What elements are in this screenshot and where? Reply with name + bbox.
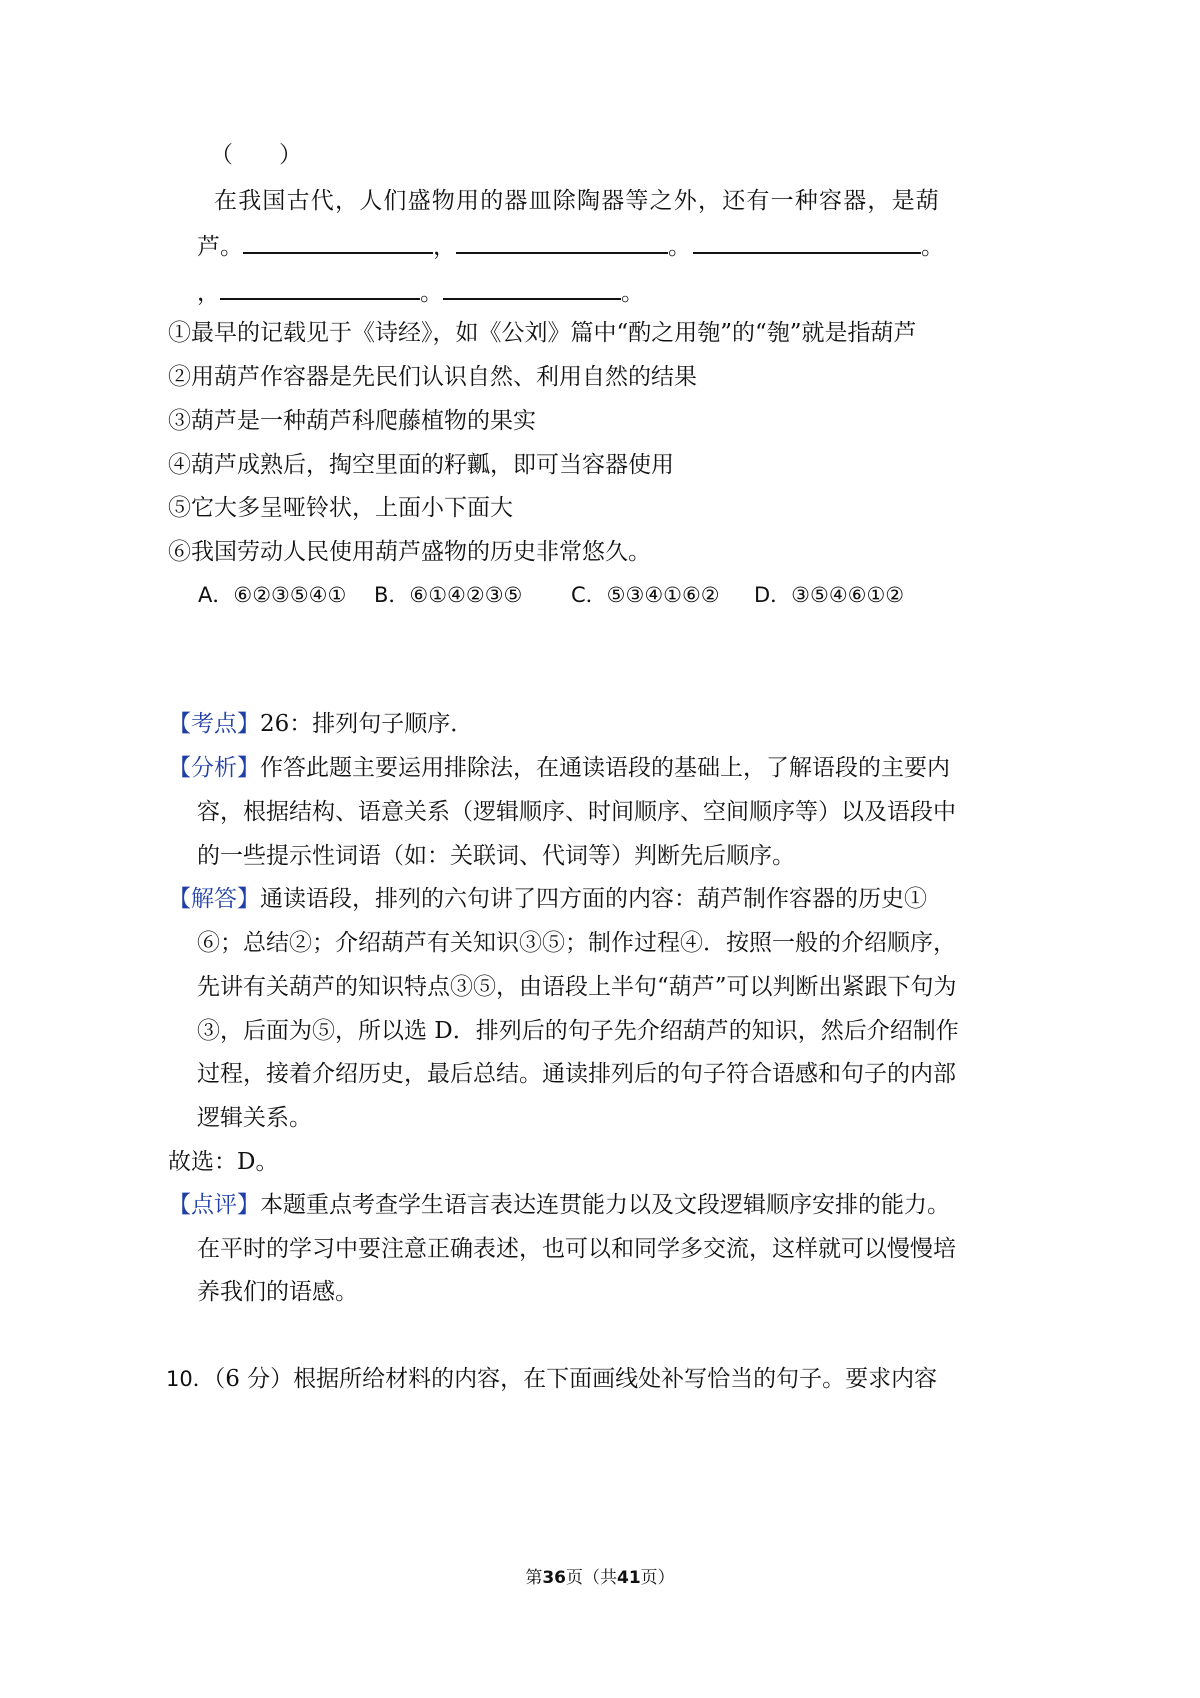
punct-period: 。 xyxy=(668,234,691,260)
question-10 xyxy=(166,1364,937,1394)
sentence-item: ⑥我国劳动人民使用葫芦盛物的历史非常悠久。 xyxy=(168,539,651,565)
option-d: D．③⑤④⑥①② xyxy=(754,583,905,607)
page-number: 36 xyxy=(542,1568,566,1588)
jieda-line-4: ③，后面为⑤，所以选 D．排列后的句子先介绍葫芦的知识，然后介绍制作 xyxy=(197,1018,959,1044)
punct-comma: ， xyxy=(433,234,456,260)
jieda-text: 通读语段，排列的六句讲了四方面的内容：葫芦制作容器的历史① xyxy=(260,886,927,912)
option-b: B．⑥①④②③⑤ xyxy=(374,583,523,607)
punct-comma: ， xyxy=(197,280,220,306)
blank-3 xyxy=(693,230,921,254)
footer-middle: 页（共 xyxy=(566,1568,617,1588)
footer-prefix: 第 xyxy=(525,1568,543,1588)
passage-start: 芦。 xyxy=(197,234,243,260)
fenxi-line-3: 的一些提示性词语（如：关联词、代词等）判断先后顺序。 xyxy=(197,843,795,869)
blank-1 xyxy=(243,230,433,254)
fenxi-line-2: 容，根据结构、语意关系（逻辑顺序、时间顺序、空间顺序等）以及语段中 xyxy=(197,799,956,825)
option-c: C．⑤③④①⑥② xyxy=(571,583,720,607)
kaodian-line xyxy=(168,709,473,739)
sentence-item: ③葫芦是一种葫芦科爬藤植物的果实 xyxy=(168,408,536,434)
blank-5 xyxy=(443,276,621,300)
passage-line-2 xyxy=(197,230,944,262)
footer-suffix: 页） xyxy=(640,1568,675,1588)
kaodian-text: 26：排列句子顺序． xyxy=(260,711,474,737)
blank-4 xyxy=(220,276,420,300)
dianping-line-2: 在平时的学习中要注意正确表述，也可以和同学多交流，这样就可以慢慢培 xyxy=(197,1236,956,1262)
jieda-line-1 xyxy=(168,884,927,914)
dianping-text: 本题重点考查学生语言表达连贯能力以及文段逻辑顺序安排的能力。 xyxy=(260,1192,950,1218)
page-total: 41 xyxy=(617,1568,641,1588)
question-text: （6 分）根据所给材料的内容，在下面画线处补写恰当的句子。要求内容 xyxy=(213,1366,938,1392)
sentence-item: ⑤它大多呈哑铃状，上面小下面大 xyxy=(168,495,513,521)
punct-period: 。 xyxy=(621,280,644,306)
jieda-line-5: 过程，接着介绍历史，最后总结。通读排列后的句子符合语感和句子的内部 xyxy=(197,1061,956,1087)
page-footer xyxy=(0,1563,1200,1588)
dianping-line-3: 养我们的语感。 xyxy=(197,1279,358,1305)
dianping-line-1 xyxy=(168,1190,950,1220)
answer-line: 故选：D。 xyxy=(168,1149,279,1175)
passage-line-1: 在我国古代，人们盛物用的器皿除陶器等之外，还有一种容器，是葫 xyxy=(214,188,940,214)
sentence-item: ①最早的记载见于《诗经》，如《公刘》篇中“酌之用匏”的“匏”就是指葫芦 xyxy=(168,320,917,346)
jieda-tag: 【解答】 xyxy=(168,886,260,912)
sentence-item: ④葫芦成熟后，掏空里面的籽瓤，即可当容器使用 xyxy=(168,452,674,478)
question-number: 10． xyxy=(166,1367,214,1391)
punct-period: 。 xyxy=(420,280,443,306)
option-a: A．⑥②③⑤④① xyxy=(198,583,347,607)
punct-period: 。 xyxy=(921,234,944,260)
fenxi-line-1 xyxy=(168,753,950,783)
jieda-line-3: 先讲有关葫芦的知识特点③⑤，由语段上半句“葫芦”可以判断出紧跟下句为 xyxy=(197,974,957,1000)
dianping-tag: 【点评】 xyxy=(168,1192,260,1218)
sentence-item: ②用葫芦作容器是先民们认识自然、利用自然的结果 xyxy=(168,364,697,390)
jieda-line-6: 逻辑关系。 xyxy=(197,1105,312,1131)
blank-2 xyxy=(456,230,668,254)
answer-parentheses: （ ） xyxy=(210,142,302,168)
jieda-line-2: ⑥；总结②；介绍葫芦有关知识③⑤；制作过程④．按照一般的介绍顺序， xyxy=(197,930,956,956)
kaodian-tag: 【考点】 xyxy=(168,711,260,737)
answer-options xyxy=(198,580,904,610)
fenxi-text: 作答此题主要运用排除法，在通读语段的基础上，了解语段的主要内 xyxy=(260,755,950,781)
fenxi-tag: 【分析】 xyxy=(168,755,260,781)
passage-line-3 xyxy=(197,276,644,308)
